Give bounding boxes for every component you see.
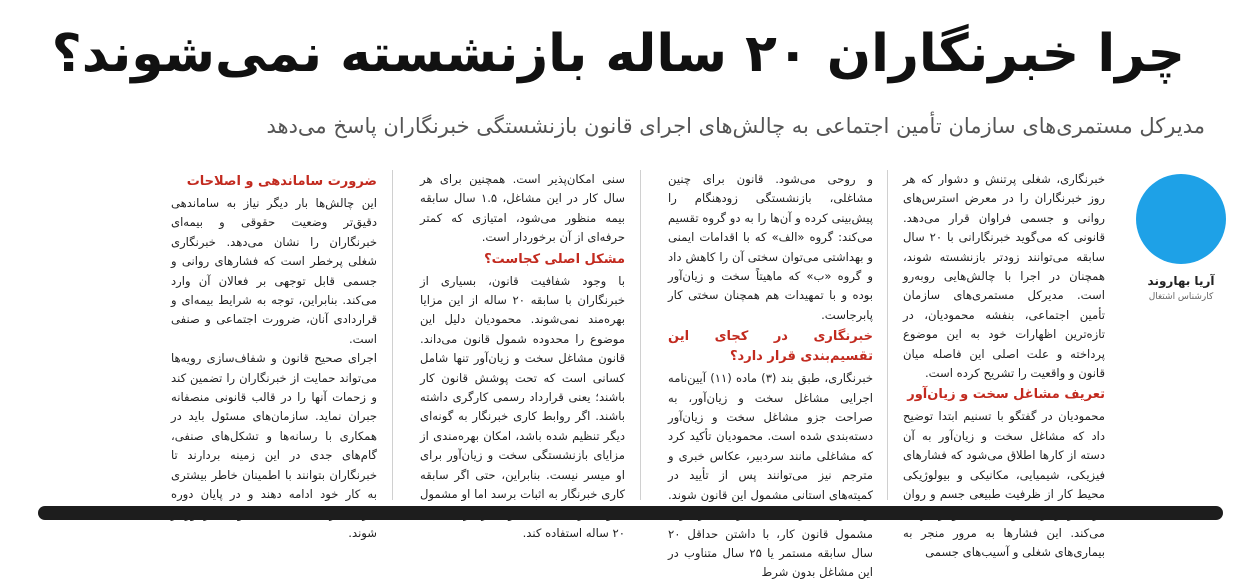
page-headline: چرا خبرنگاران ۲۰ ساله بازنشسته نمی‌شوند؟ — [51, 24, 1185, 84]
column-paragraph: اجرای صحیح قانون و شفاف‌سازی رویه‌ها می‌تواند حمایت از خبرنگاران را تضمین کند و زحمات آنها را در قالب قانونی منصفانه جبران نماید. سازمان‌های مسئول باید در همکاری با رسانه‌ها و تشکل‌های صنفی، گام‌های جدی در این زمینه بردارند تا خبرنگاران بتوانند با اطمینان خاطر بیشتری به کار خود ادامه دهند و در پایان دوره شوند. — [171, 351, 377, 540]
column-paragraph: محمودیان در گفتگو با تسنیم ابتدا توضیح داد که مشاغل سخت و زیان‌آور به آن دسته از کارها اطلاق می‌شود که فشارهای فیزیکی، شیمیایی، مکانیکی و بیولوژیکی محیط کار از ظرفیت طبیعی جسم و روان می‌کند. این فشارها به مرور منجر به بیماری‌های شغلی و آسیب‌های جسمی — [903, 409, 1105, 560]
column-paragraph: و روحی می‌شود. قانون برای چنین مشاغلی، بازنشستگی زودهنگام را پیش‌بینی کرده و آن‌ها را به دو گروه تقسیم می‌کند: گروه «الف» که با اقدامات ایمنی و بهداشتی می‌توان سختی آن را کاهش داد و گروه «ب» که ماهیتاً سخت و زیان‌آور بوده و با تمهیدات هم همچنان سختی کار پابرجاست. — [668, 172, 873, 322]
column-paragraph: این چالش‌ها بار دیگر نیاز به ساماندهی دقیق‌تر وضعیت حقوقی و بیمه‌ای خبرنگاران را نشان می‌دهد. خبرنگاری شغلی پرخطر است که فشارهای روانی و جسمی قابل توجهی بر فعالان آن وارد می‌کند. بنابراین، توجه به شرایط بیمه‌ای و قراردادی آنان، ضرورت اجتماعی و صنفی است. — [171, 196, 377, 346]
article-column-4 — [171, 170, 377, 540]
column-paragraph: با وجود شفافیت قانون، بسیاری از خبرنگاران با سابقه ۲۰ ساله از این مزایا بهره‌مند نمی‌شوند. محمودیان دلیل این موضوع را محدوده شمول قانون می‌داند. قانون مشاغل سخت و زیان‌آور تنها شامل کسانی است که تحت پوشش قانون کار باشند؛ یعنی قرارداد رسمی کارگری داشته باشند. اگر روابط کاری خبرنگار به گونه‌ای دیگر تنظیم شده باشد، امکان بهره‌مندی از مزایای بازنشستگی سخت و زیان‌آور برای او میسر نیست. بنابراین، حتی اگر سابقه کاری خبرنگار به اثبات برسد اما او مشمول ۲۰ ساله استفاده کند. — [420, 273, 625, 540]
section-heading: ضرورت ساماندهی و اصلاحات — [186, 174, 377, 189]
article-column-2 — [668, 170, 873, 580]
section-heading: تعریف مشاغل سخت و زیان‌آور — [907, 387, 1105, 403]
author-name: آریا بهاروند — [1147, 274, 1215, 288]
page-subheadline: مدیرکل مستمری‌های سازمان تأمین اجتماعی به چالش‌های اجرای قانون بازنشستگی خبرنگاران پاسخ می‌دهد — [266, 114, 1205, 138]
article-column-3 — [420, 170, 625, 540]
column-paragraph: خبرنگاری، طبق بند (۳) ماده (۱۱) آیین‌نامه اجرایی مشاغل سخت و زیان‌آور، به صراحت جزو مشاغل سخت و زیان‌آور دسته‌بندی شده است. محمودیان تأکید کرد که مشاغلی مانند سردبیر، عکاس خبری و مترجم نیز می‌توانند پس از تأیید در کمیته‌های استانی مشمول این قانون شوند. مشمول قانون کار، با داشتن حداقل ۲۰ سال سابقه مستمر یا ۲۵ سال متناوب در این مشاغل بدون شرط — [668, 371, 873, 580]
column-paragraph: سنی امکان‌پذیر است. همچنین برای هر سال کار در این مشاغل، ۱.۵ سال سابقه بیمه منظور می‌شود، امتیازی که کمتر حرفه‌ای از آن برخوردار است. — [420, 172, 625, 245]
column-divider — [887, 170, 888, 500]
column-divider — [640, 170, 641, 500]
author-role: کارشناس اشتغال — [1148, 292, 1214, 302]
section-heading: مشکل اصلی کجاست؟ — [484, 251, 625, 267]
article-column-1 — [903, 170, 1106, 560]
section-heading: خبرنگاری در کجای این تقسیم‌بندی قرار دارد؟ — [668, 329, 873, 365]
author-avatar — [1136, 174, 1226, 264]
page-bottom-bar — [38, 506, 1223, 520]
author-block — [1131, 166, 1231, 302]
column-divider — [392, 170, 393, 500]
column-paragraph: خبرنگاری، شغلی پرتنش و دشوار که هر روز خبرنگاران را در معرض استرس‌های روانی و جسمی فراوان قرار می‌دهد. قانونی که می‌گوید خبرنگارانی با ۲۰ سال سابقه می‌توانند زودتر بازنشسته شوند، همچنان در اجرا با چالش‌هایی روبه‌رو است. مدیرکل مستمری‌های سازمان تأمین اجتماعی، بنفشه محمودیان، در تازه‌ترین اظهارات خود به این موضوع پرداخته و علت اصلی این فاصله میان قانون و واقعیت را تشریح کرده است. — [903, 172, 1106, 381]
